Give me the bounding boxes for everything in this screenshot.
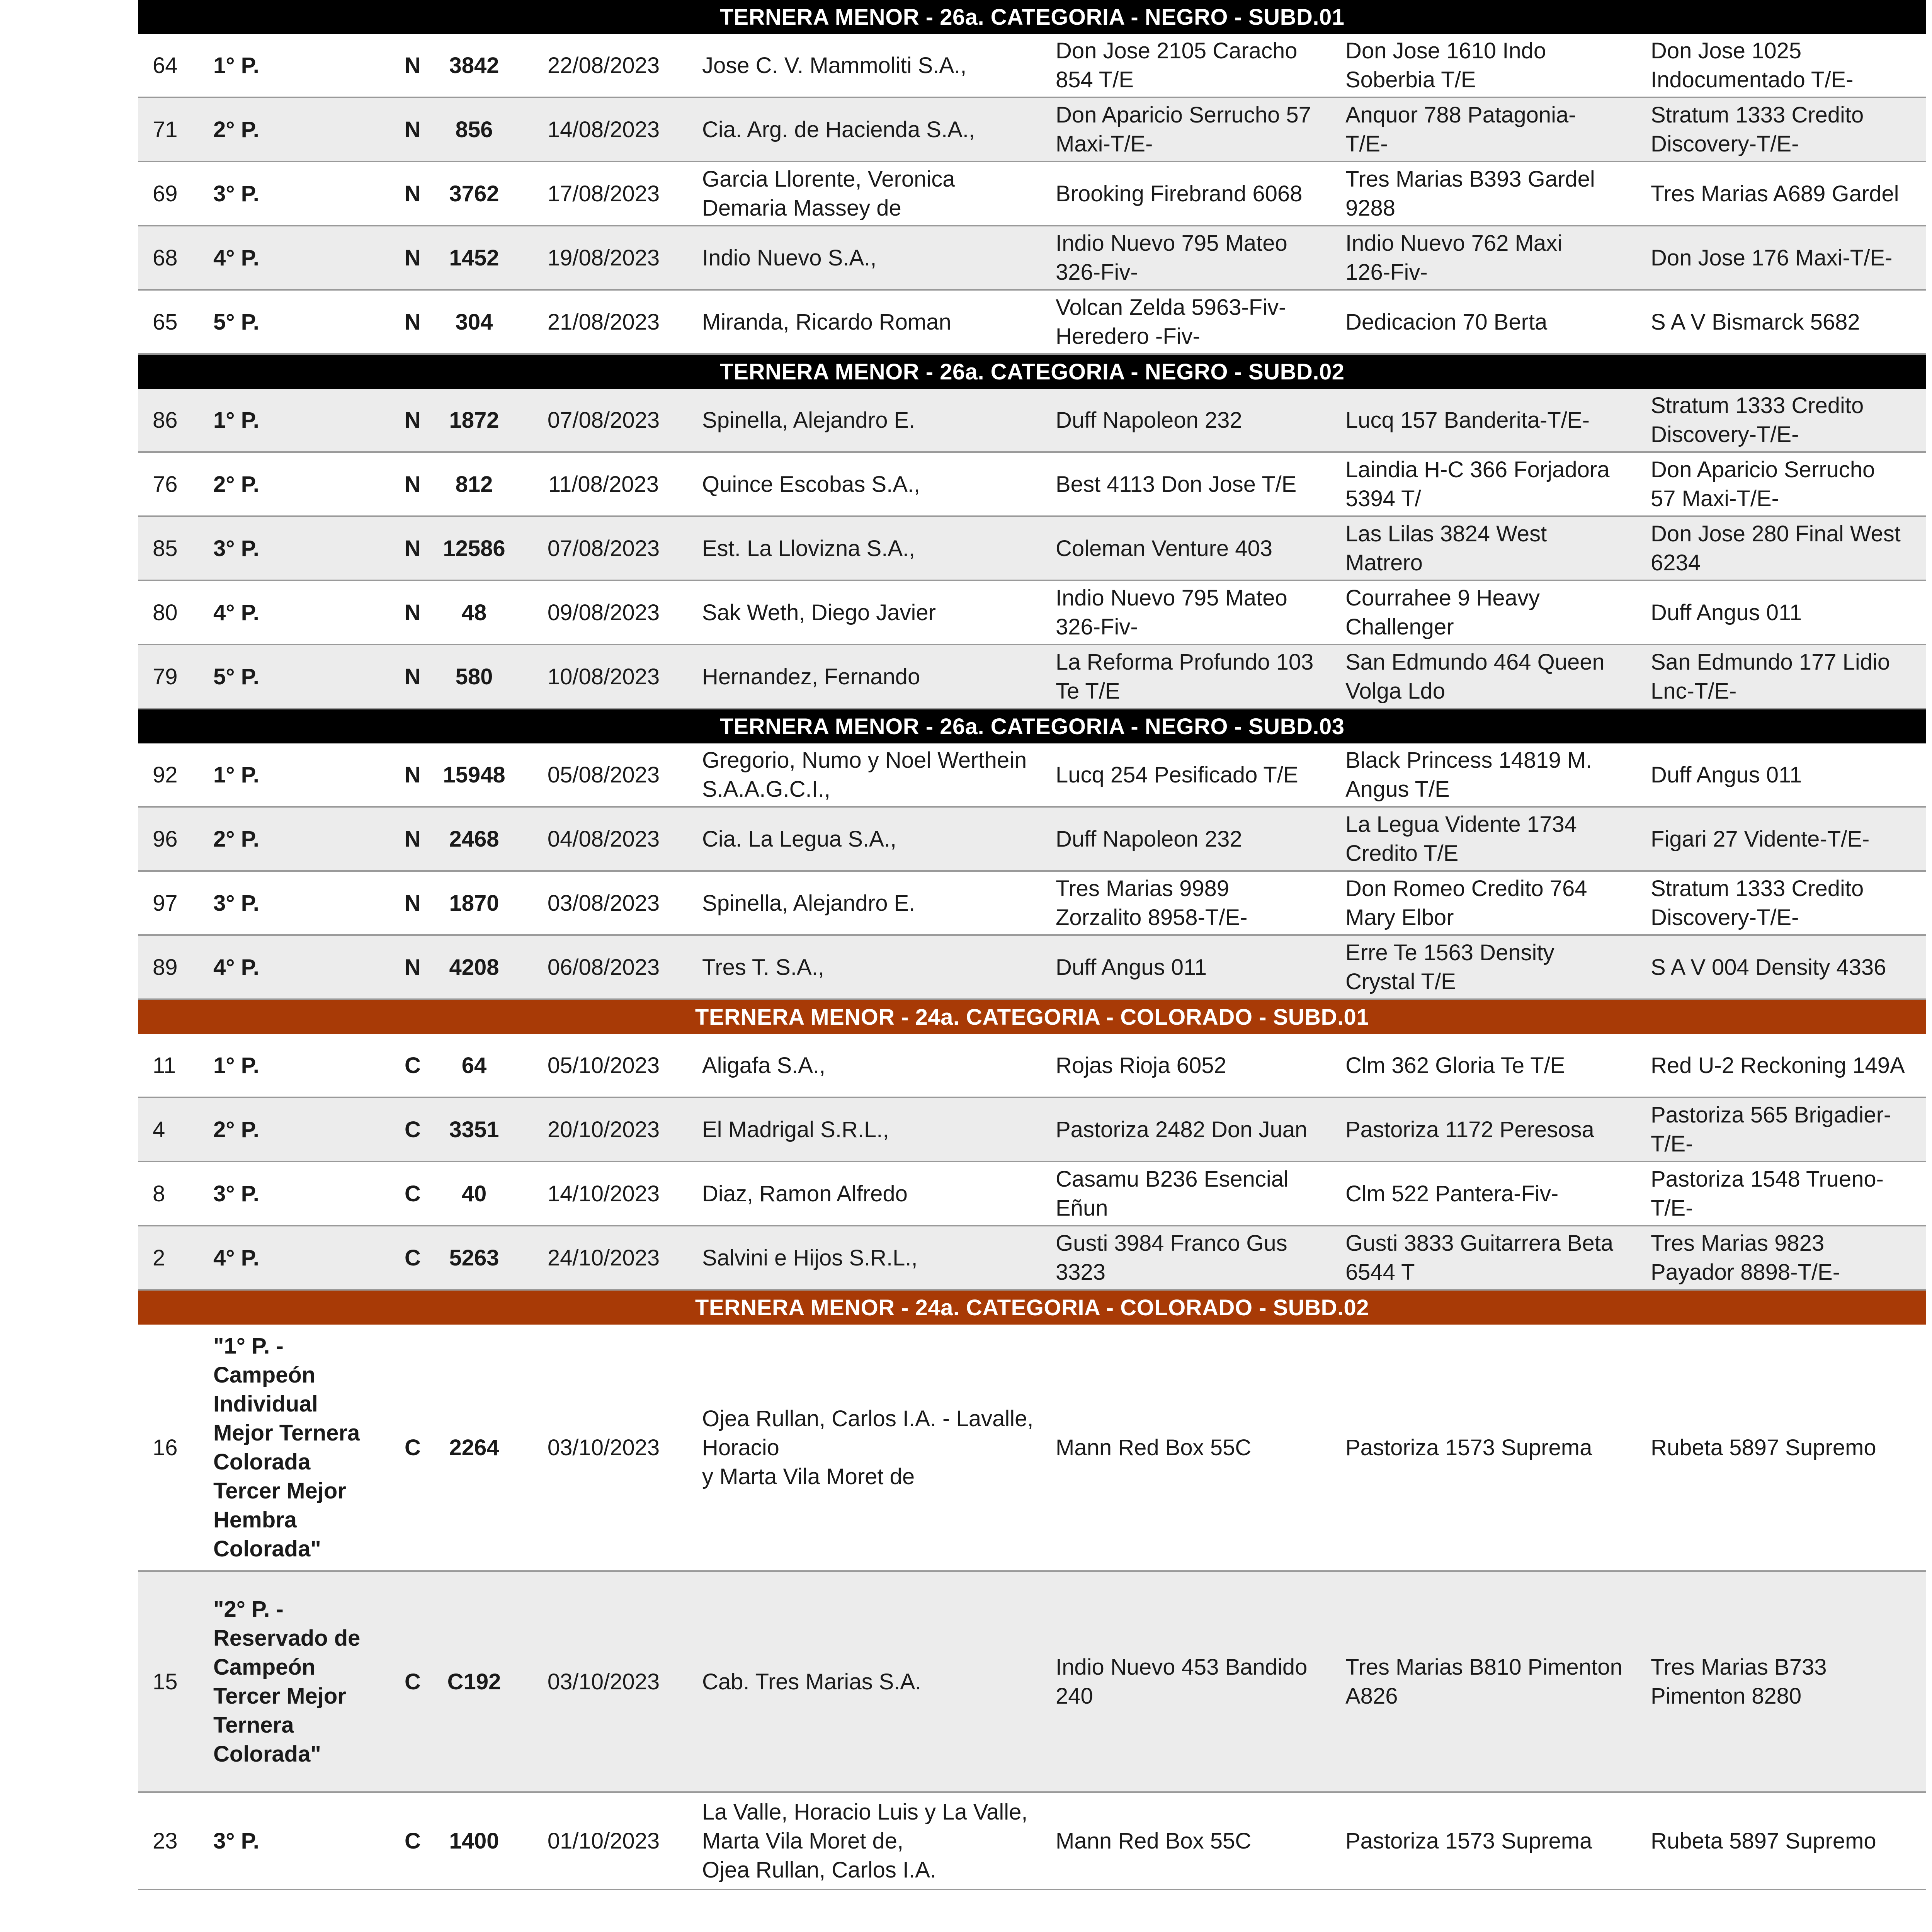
table-row	[138, 98, 1926, 162]
table-row	[138, 581, 1926, 645]
dam-cell: Anquor 788 Patagonia- T/E-	[1345, 102, 1576, 156]
birth-date-cell: 10/08/2023	[547, 664, 660, 689]
prize-cell: 4° P.	[213, 600, 259, 625]
birth-date-cell: 06/08/2023	[547, 954, 660, 980]
row-number-cell: 2	[153, 1245, 165, 1270]
dam-sire-cell: Don Aparicio Serrucho 57 Maxi-T/E-	[1651, 457, 1875, 511]
dam-cell: Tres Marias B810 Pimenton A826	[1345, 1655, 1622, 1709]
coat-color-cell: N	[405, 826, 421, 852]
exhibitor-cell: Indio Nuevo S.A.,	[702, 245, 877, 270]
dam-sire-cell: Duff Angus 011	[1651, 762, 1802, 787]
exhibitor-cell: Quince Escobas S.A.,	[702, 471, 920, 497]
coat-color-cell: N	[405, 664, 421, 689]
dam-cell: Clm 362 Gloria Te T/E	[1345, 1053, 1565, 1078]
dam-cell: Gusti 3833 Guitarrera Beta 6544 T	[1345, 1231, 1614, 1285]
row-number-cell: 97	[153, 890, 178, 916]
dam-sire-cell: Don Jose 1025 Indocumentado T/E-	[1651, 38, 1854, 92]
dam-sire-cell: Stratum 1333 Credito Discovery-T/E-	[1651, 102, 1864, 156]
prize-cell: 1° P.	[213, 407, 259, 433]
prize-cell: 3° P.	[213, 890, 259, 916]
row-number-cell: 76	[153, 471, 178, 497]
birth-date-cell: 21/08/2023	[547, 309, 660, 335]
dam-cell: Indio Nuevo 762 Maxi 126-Fiv-	[1345, 231, 1562, 285]
table-row	[138, 34, 1926, 98]
rp-number-cell: 15948	[443, 762, 505, 787]
coat-color-cell: C	[405, 1669, 421, 1694]
sire-cell: Brooking Firebrand 6068	[1056, 181, 1303, 206]
dam-cell: Las Lilas 3824 West Matrero	[1345, 521, 1547, 575]
birth-date-cell: 22/08/2023	[547, 53, 660, 78]
sire-cell: Indio Nuevo 795 Mateo 326-Fiv-	[1056, 585, 1287, 639]
coat-color-cell: C	[405, 1828, 421, 1854]
table-row	[138, 389, 1926, 453]
dam-cell: Don Romeo Credito 764 Mary Elbor	[1345, 876, 1587, 930]
section-header: TERNERA MENOR - 24a. CATEGORIA - COLORADO - SUBD.01	[138, 1000, 1926, 1034]
sire-cell: Don Jose 2105 Caracho 854 T/E	[1056, 38, 1298, 92]
dam-cell: Pastoriza 1573 Suprema	[1345, 1435, 1592, 1460]
rp-number-cell: C192	[447, 1669, 501, 1694]
prize-cell: 3° P.	[213, 1181, 259, 1206]
birth-date-cell: 05/08/2023	[547, 762, 660, 787]
sire-cell: Duff Angus 011	[1056, 954, 1207, 980]
exhibitor-cell: Spinella, Alejandro E.	[702, 890, 915, 916]
table-row	[138, 872, 1926, 936]
row-number-cell: 68	[153, 245, 178, 270]
prize-cell: "1° P. - Campeón Individual Mejor Ternera Colorada Tercer Mejor Hembra Colorada"	[213, 1333, 360, 1561]
rp-number-cell: 812	[455, 471, 493, 497]
row-number-cell: 15	[153, 1669, 178, 1694]
coat-color-cell: N	[405, 117, 421, 142]
table-row	[138, 1162, 1926, 1226]
dam-sire-cell: Stratum 1333 Credito Discovery-T/E-	[1651, 393, 1864, 447]
rp-number-cell: 40	[461, 1181, 487, 1206]
dam-sire-cell: Don Jose 280 Final West 6234	[1651, 521, 1901, 575]
section-header: TERNERA MENOR - 24a. CATEGORIA - COLORADO - SUBD.02	[138, 1291, 1926, 1325]
rp-number-cell: 2264	[449, 1435, 499, 1460]
sire-cell: Best 4113 Don Jose T/E	[1056, 471, 1297, 497]
row-number-cell: 69	[153, 181, 178, 206]
rp-number-cell: 5263	[449, 1245, 499, 1270]
dam-cell: Black Princess 14819 M. Angus T/E	[1345, 748, 1592, 802]
rp-number-cell: 3351	[449, 1117, 499, 1142]
row-number-cell: 65	[153, 309, 178, 335]
dam-cell: Lucq 157 Banderita-T/E-	[1345, 407, 1590, 433]
prize-cell: 5° P.	[213, 664, 259, 689]
row-number-cell: 64	[153, 53, 178, 78]
dam-cell: Erre Te 1563 Density Crystal T/E	[1345, 940, 1554, 994]
sire-cell: Mann Red Box 55C	[1056, 1435, 1252, 1460]
table-row	[138, 1226, 1926, 1291]
birth-date-cell: 14/08/2023	[547, 117, 660, 142]
birth-date-cell: 24/10/2023	[547, 1245, 660, 1270]
coat-color-cell: N	[405, 536, 421, 561]
results-table	[138, 0, 1926, 1890]
table-row	[138, 1572, 1926, 1793]
rp-number-cell: 856	[455, 117, 493, 142]
coat-color-cell: C	[405, 1181, 421, 1206]
rp-number-cell: 1872	[449, 407, 499, 433]
coat-color-cell: N	[405, 600, 421, 625]
exhibitor-cell: La Valle, Horacio Luis y La Valle, Marta Vila Moret de, Ojea Rullan, Carlos I.A.	[702, 1799, 1028, 1883]
birth-date-cell: 17/08/2023	[547, 181, 660, 206]
rp-number-cell: 304	[455, 309, 493, 335]
row-number-cell: 86	[153, 407, 178, 433]
sire-cell: Volcan Zelda 5963-Fiv- Heredero -Fiv-	[1056, 295, 1286, 349]
prize-cell: 2° P.	[213, 1117, 259, 1142]
coat-color-cell: N	[405, 309, 421, 335]
dam-cell: Laindia H-C 366 Forjadora 5394 T/	[1345, 457, 1610, 511]
rp-number-cell: 1400	[449, 1828, 499, 1854]
rp-number-cell: 3762	[449, 181, 499, 206]
coat-color-cell: C	[405, 1245, 421, 1270]
dam-sire-cell: Tres Marias B733 Pimenton 8280	[1651, 1655, 1827, 1709]
coat-color-cell: N	[405, 762, 421, 787]
prize-cell: 2° P.	[213, 826, 259, 852]
row-number-cell: 89	[153, 954, 178, 980]
dam-sire-cell: Tres Marias 9823 Payador 8898-T/E-	[1651, 1231, 1840, 1285]
sire-cell: La Reforma Profundo 103 Te T/E	[1056, 650, 1314, 704]
table-row	[138, 1034, 1926, 1098]
exhibitor-cell: Gregorio, Numo y Noel Werthein S.A.A.G.C.I.,	[702, 748, 1027, 802]
exhibitor-cell: Garcia Llorente, Veronica Demaria Massey de	[702, 167, 955, 221]
dam-sire-cell: Duff Angus 011	[1651, 600, 1802, 625]
birth-date-cell: 11/08/2023	[548, 471, 659, 497]
exhibitor-cell: Salvini e Hijos S.R.L.,	[702, 1245, 918, 1270]
prize-cell: 2° P.	[213, 117, 259, 142]
coat-color-cell: N	[405, 890, 421, 916]
exhibitor-cell: Spinella, Alejandro E.	[702, 407, 915, 433]
rp-number-cell: 64	[461, 1053, 487, 1078]
birth-date-cell: 19/08/2023	[547, 245, 660, 270]
sire-cell: Duff Napoleon 232	[1056, 407, 1242, 433]
sire-cell: Indio Nuevo 453 Bandido 240	[1056, 1655, 1308, 1709]
sire-cell: Mann Red Box 55C	[1056, 1828, 1252, 1854]
sire-cell: Indio Nuevo 795 Mateo 326-Fiv-	[1056, 231, 1287, 285]
dam-cell: San Edmundo 464 Queen Volga Ldo	[1345, 650, 1605, 704]
exhibitor-cell: Cia. Arg. de Hacienda S.A.,	[702, 117, 975, 142]
rp-number-cell: 1870	[449, 890, 499, 916]
exhibitor-cell: Hernandez, Fernando	[702, 664, 920, 689]
dam-sire-cell: Stratum 1333 Credito Discovery-T/E-	[1651, 876, 1864, 930]
prize-cell: "2° P. - Reservado de Campeón Tercer Mejor Ternera Colorada"	[213, 1597, 361, 1767]
row-number-cell: 96	[153, 826, 178, 852]
row-number-cell: 11	[153, 1053, 176, 1078]
birth-date-cell: 07/08/2023	[547, 536, 660, 561]
section-header: TERNERA MENOR - 26a. CATEGORIA - NEGRO - SUBD.01	[138, 0, 1926, 34]
dam-cell: Dedicacion 70 Berta	[1345, 309, 1548, 335]
birth-date-cell: 20/10/2023	[547, 1117, 660, 1142]
row-number-cell: 71	[153, 117, 178, 142]
dam-sire-cell: S A V Bismarck 5682	[1651, 309, 1860, 335]
sire-cell: Don Aparicio Serrucho 57 Maxi-T/E-	[1056, 102, 1311, 156]
coat-color-cell: C	[405, 1053, 421, 1078]
exhibitor-cell: Cab. Tres Marias S.A.	[702, 1669, 922, 1694]
birth-date-cell: 01/10/2023	[547, 1828, 660, 1854]
table-row	[138, 453, 1926, 517]
coat-color-cell: N	[405, 471, 421, 497]
row-number-cell: 4	[153, 1117, 165, 1142]
sire-cell: Duff Napoleon 232	[1056, 826, 1242, 852]
dam-cell: Pastoriza 1573 Suprema	[1345, 1828, 1592, 1854]
sire-cell: Tres Marias 9989 Zorzalito 8958-T/E-	[1056, 876, 1248, 930]
rp-number-cell: 1452	[449, 245, 499, 270]
birth-date-cell: 04/08/2023	[547, 826, 660, 852]
section-header: TERNERA MENOR - 26a. CATEGORIA - NEGRO - SUBD.03	[138, 709, 1926, 743]
dam-sire-cell: Red U-2 Reckoning 149A	[1651, 1053, 1905, 1078]
coat-color-cell: N	[405, 181, 421, 206]
prize-cell: 1° P.	[213, 1053, 259, 1078]
table-row	[138, 291, 1926, 355]
row-number-cell: 16	[153, 1435, 178, 1460]
dam-sire-cell: San Edmundo 177 Lidio Lnc-T/E-	[1651, 650, 1890, 704]
prize-cell: 4° P.	[213, 954, 259, 980]
exhibitor-cell: El Madrigal S.R.L.,	[702, 1117, 889, 1142]
row-number-cell: 8	[153, 1181, 165, 1206]
section-header: TERNERA MENOR - 26a. CATEGORIA - NEGRO - SUBD.02	[138, 355, 1926, 389]
coat-color-cell: N	[405, 407, 421, 433]
dam-sire-cell: Rubeta 5897 Supremo	[1651, 1435, 1876, 1460]
rp-number-cell: 3842	[449, 53, 499, 78]
dam-cell: Tres Marias B393 Gardel 9288	[1345, 167, 1595, 221]
sire-cell: Casamu B236 Esencial Eñun	[1056, 1167, 1289, 1221]
rp-number-cell: 2468	[449, 826, 499, 852]
prize-cell: 3° P.	[213, 181, 259, 206]
dam-sire-cell: Don Jose 176 Maxi-T/E-	[1651, 245, 1893, 270]
prize-cell: 2° P.	[213, 471, 259, 497]
dam-sire-cell: S A V 004 Density 4336	[1651, 954, 1886, 980]
row-number-cell: 79	[153, 664, 178, 689]
dam-sire-cell: Pastoriza 1548 Trueno- T/E-	[1651, 1167, 1884, 1221]
rp-number-cell: 580	[455, 664, 493, 689]
coat-color-cell: N	[405, 245, 421, 270]
dam-sire-cell: Figari 27 Vidente-T/E-	[1651, 826, 1870, 852]
sire-cell: Lucq 254 Pesificado T/E	[1056, 762, 1298, 787]
row-number-cell: 23	[153, 1828, 178, 1854]
birth-date-cell: 09/08/2023	[547, 600, 660, 625]
exhibitor-cell: Cia. La Legua S.A.,	[702, 826, 896, 852]
coat-color-cell: N	[405, 53, 421, 78]
sire-cell: Rojas Rioja 6052	[1056, 1053, 1226, 1078]
rp-number-cell: 48	[461, 600, 487, 625]
prize-cell: 3° P.	[213, 1828, 259, 1854]
dam-cell: La Legua Vidente 1734 Credito T/E	[1345, 812, 1577, 866]
prize-cell: 4° P.	[213, 1245, 259, 1270]
table-row	[138, 1098, 1926, 1162]
prize-cell: 4° P.	[213, 245, 259, 270]
birth-date-cell: 07/08/2023	[547, 407, 660, 433]
dam-sire-cell: Rubeta 5897 Supremo	[1651, 1828, 1876, 1854]
rp-number-cell: 4208	[449, 954, 499, 980]
prize-cell: 1° P.	[213, 762, 259, 787]
coat-color-cell: N	[405, 954, 421, 980]
birth-date-cell: 03/10/2023	[547, 1435, 660, 1460]
row-number-cell: 92	[153, 762, 178, 787]
dam-sire-cell: Pastoriza 565 Brigadier- T/E-	[1651, 1102, 1891, 1156]
table-row	[138, 645, 1926, 709]
sire-cell: Pastoriza 2482 Don Juan	[1056, 1117, 1308, 1142]
dam-cell: Clm 522 Pantera-Fiv-	[1345, 1181, 1559, 1206]
row-number-cell: 85	[153, 536, 178, 561]
exhibitor-cell: Tres T. S.A.,	[702, 954, 824, 980]
row-number-cell: 80	[153, 600, 178, 625]
rp-number-cell: 12586	[443, 536, 505, 561]
coat-color-cell: C	[405, 1117, 421, 1142]
exhibitor-cell: Miranda, Ricardo Roman	[702, 309, 951, 335]
table-row	[138, 1325, 1926, 1572]
prize-cell: 3° P.	[213, 536, 259, 561]
dam-cell: Don Jose 1610 Indo Soberbia T/E	[1345, 38, 1546, 92]
exhibitor-cell: Jose C. V. Mammoliti S.A.,	[702, 53, 967, 78]
dam-cell: Courrahee 9 Heavy Challenger	[1345, 585, 1540, 639]
birth-date-cell: 03/08/2023	[547, 890, 660, 916]
exhibitor-cell: Diaz, Ramon Alfredo	[702, 1181, 908, 1206]
exhibitor-cell: Sak Weth, Diego Javier	[702, 600, 936, 625]
dam-cell: Pastoriza 1172 Peresosa	[1345, 1117, 1594, 1142]
prize-cell: 5° P.	[213, 309, 259, 335]
dam-sire-cell: Tres Marias A689 Gardel	[1651, 181, 1899, 206]
table-row	[138, 226, 1926, 291]
table-row	[138, 162, 1926, 226]
prize-cell: 1° P.	[213, 53, 259, 78]
table-row	[138, 808, 1926, 872]
birth-date-cell: 03/10/2023	[547, 1669, 660, 1694]
coat-color-cell: C	[405, 1435, 421, 1460]
exhibitor-cell: Est. La Llovizna S.A.,	[702, 536, 915, 561]
table-row	[138, 517, 1926, 581]
table-row	[138, 743, 1926, 808]
table-row	[138, 1793, 1926, 1890]
exhibitor-cell: Ojea Rullan, Carlos I.A. - Lavalle, Horacio y Marta Vila Moret de	[702, 1406, 1034, 1489]
birth-date-cell: 14/10/2023	[547, 1181, 660, 1206]
sire-cell: Coleman Venture 403	[1056, 536, 1273, 561]
exhibitor-cell: Aligafa S.A.,	[702, 1053, 826, 1078]
table-row	[138, 936, 1926, 1000]
birth-date-cell: 05/10/2023	[547, 1053, 660, 1078]
sire-cell: Gusti 3984 Franco Gus 3323	[1056, 1231, 1287, 1285]
